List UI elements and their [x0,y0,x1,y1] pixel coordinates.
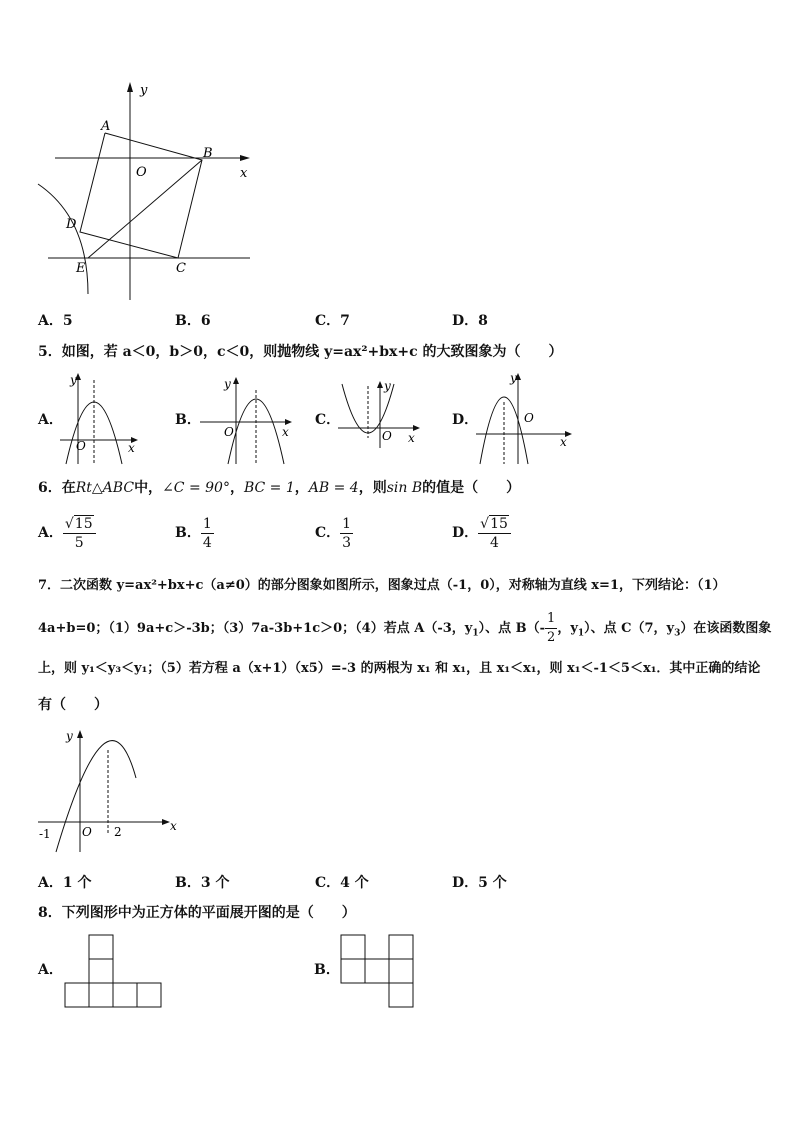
q6-opt-a-label: A． [38,525,63,541]
q7-line2-h: ）在该函数图象 [680,621,772,636]
q5b-x: x [282,425,289,439]
q7-line2-c: ）、点 B（- [478,621,546,636]
q6-stem-end: 的值是（ ） [422,480,521,496]
q7-graph-two: 2 [114,825,122,839]
q5-graph-b [198,374,294,466]
q4-label-B: B [203,146,213,161]
q7-line2-d: ，y [557,621,578,636]
q6-opt-b-den: 4 [202,534,212,551]
q4-option-c: C．7 [315,313,350,329]
q6-opt-d-num: 15 [490,515,508,532]
q4-label-A: A [101,119,111,134]
q6-opt-d-label: D． [452,525,479,541]
q7-line2-a: 4a+b=0；（1）9a+c＞-3b；（3）7a-3b+1c＞0；（4）若点 A（-3，y [38,621,473,636]
q4-option-a: A．5 [38,313,73,329]
q6-cond2: BC = 1 [243,480,295,496]
q7-option-b: B．3 个 [175,875,230,891]
q8-stem: 8．下列图形中为正方体的平面展开图的是（ ） [38,905,356,921]
q7-sub-1: 1 [472,628,479,639]
q5-graph-d [474,370,574,466]
q6-stem-mid1: 中， [134,480,163,496]
q7-option-c: C．4 个 [315,875,369,891]
q6-opt-c-den: 3 [342,534,352,551]
q5-option-b-label: B． [175,412,201,428]
q6-option-b [175,514,214,552]
q5d-o: O [524,411,534,425]
q7-line4: 有（ ） [38,697,108,713]
q5-option-c-label: C． [315,412,341,428]
q5d-y: y [510,371,517,385]
q6-triangle: Rt△ABC [75,480,135,496]
q4-option-d: D．8 [452,313,488,329]
q5c-y: y [384,379,391,393]
q5c-o: O [382,429,392,443]
q5-stem: 5．如图，若 a＜0，b＞0，c＜0，则抛物线 y=ax²+bx+c 的大致图象为（ ） [38,344,563,360]
q8-net-a [63,934,163,1010]
q7-line2 [38,610,771,653]
q7-frac-num: 1 [545,610,557,629]
q5d-x: x [560,435,567,449]
q6-opt-b-label: B． [175,525,201,541]
q6-option-a: A． $\frac{√15}{5}$ [38,514,96,552]
q7-frac-den: 2 [547,630,556,645]
q6-sinb: sin B [386,480,423,496]
q5-option-a-label: A． [38,412,63,428]
q7-parabola-graph [36,726,182,854]
q4-label-O: O [136,165,147,180]
q6-stem-mid2: ，则 [358,480,387,496]
q4-label-C: C [176,261,186,276]
q8-option-a-label: A． [38,962,63,978]
q6-option-d: D． $\frac{√15}{4}$ [452,514,511,552]
q6-opt-a-num: 15 [74,515,93,532]
q7-graph-neg1: -1 [39,827,51,841]
q7-option-d: D．5 个 [452,875,507,891]
q4-geometry-figure [30,78,260,300]
q6-cond3: AB = 4 [308,480,359,496]
q6-opt-a-den: 5 [74,534,84,551]
q4-label-y: y [140,83,148,98]
q5-graph-c [336,378,422,450]
q7-sub-2: 1 [577,628,585,639]
q6-cond1: ∠C = 90° [162,480,230,496]
q8-option-b-label: B． [314,962,340,978]
q6-opt-d-den: 4 [490,534,499,551]
q7-graph-x: x [170,819,177,833]
q7-sub-3: 3 [674,628,681,639]
q7-line3: 上，则 y₁＜y₃＜y₁；（5）若方程 a（x+1）（x5）=-3 的两根为 x₁ 和 x₁，且 x₁＜x₁，则 x₁＜-1＜5＜x₁．其中正确的结论 [38,661,761,676]
q6-opt-b-num: 1 [202,515,212,532]
q6-opt-c-label: C． [315,525,341,541]
q4-label-D: D [66,217,77,232]
q5b-o: O [224,425,234,439]
q6-stem-pre: 6．在 [38,480,76,496]
q7-line1: 7．二次函数 y=ax²+bx+c（a≠0）的部分图象如图所示，图象过点（-1，0），对称轴为直线 x=1，下列结论：（1） [38,578,726,593]
q5a-x: x [128,441,135,455]
q5a-o: O [76,439,86,453]
q6-opt-c-num: 1 [342,515,352,532]
q7-graph-y: y [66,729,73,743]
q7-option-a: A．1 个 [38,875,92,891]
q5a-y: y [70,373,77,387]
q7-line2-f: ）、点 C（7，y [584,621,675,636]
q4-label-x: x [240,166,248,181]
q4-label-E: E [76,261,86,276]
q4-option-b: B．6 [175,313,211,329]
q6-stem: 6．在Rt△ABC中，∠C = 90°，BC = 1，AB = 4，则sin B的值是（ ） [38,480,521,496]
q5-graph-a [58,370,140,466]
q5c-x: x [408,431,415,445]
q8-net-b [339,934,415,1010]
q6-option-c [315,514,353,552]
q5-option-d-label: D． [452,412,479,428]
q5b-y: y [224,377,231,391]
q7-graph-o: O [82,825,92,839]
